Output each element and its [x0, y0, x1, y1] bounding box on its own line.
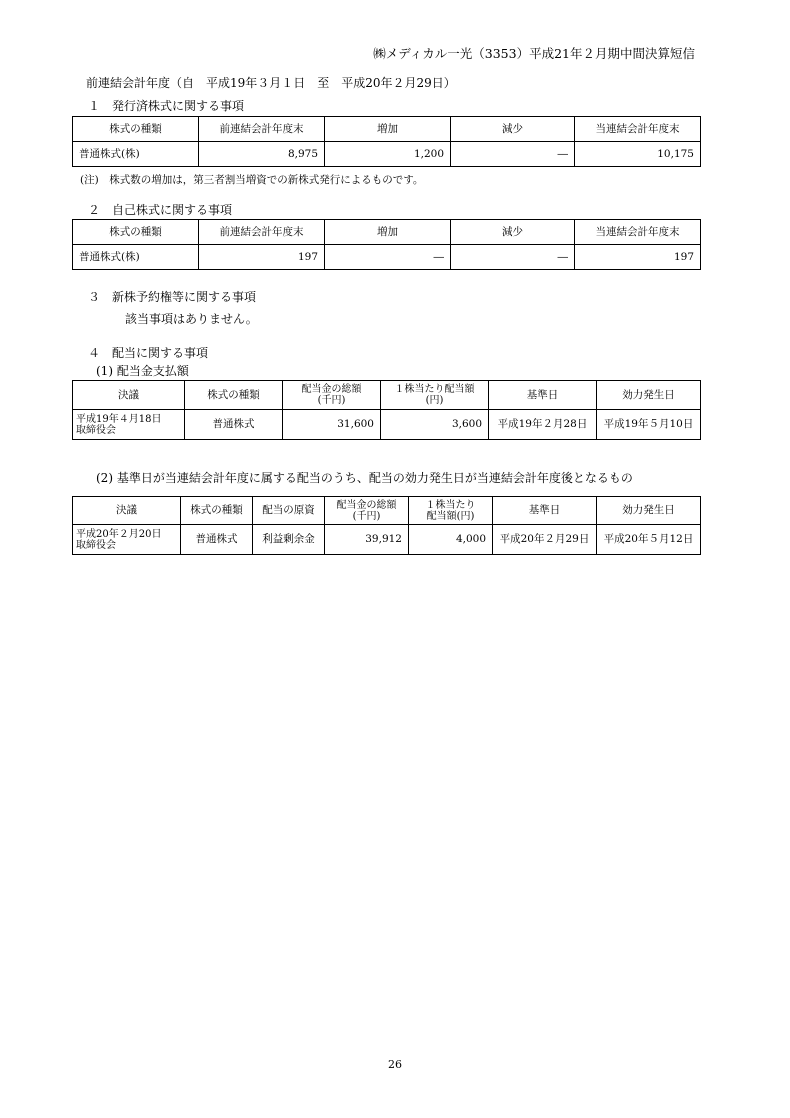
table-cell: 普通株式 [185, 410, 283, 440]
table-cell: 8,975 [199, 142, 325, 167]
table-cell: 平成19年２月28日 [489, 410, 597, 440]
table-cell: 普通株式(株) [73, 142, 199, 167]
section3-body: 該当事項はありません。 [125, 312, 258, 326]
treasury-shares-table [72, 219, 701, 270]
table-header-row [73, 117, 701, 142]
column-header: 決議 [73, 497, 181, 525]
column-header: 増加 [325, 117, 451, 142]
table-row [73, 525, 701, 555]
section1-title: １ 発行済株式に関する事項 [88, 99, 245, 113]
table-cell: 平成19年４月18日 取締役会 [73, 410, 185, 440]
period-heading: 前連結会計年度（自 平成19年３月１日 至 平成20年２月29日） [86, 76, 456, 90]
dividends-paid-table [72, 380, 701, 440]
table-header-row [73, 497, 701, 525]
column-header: 当連結会計年度末 [575, 117, 701, 142]
column-header: 減少 [451, 220, 575, 245]
column-header: １株当たり配当額 (円) [381, 381, 489, 410]
section2-title: ２ 自己株式に関する事項 [88, 203, 233, 217]
table-cell: 普通株式(株) [73, 245, 199, 270]
table-cell: 利益剰余金 [253, 525, 325, 555]
column-header: 株式の種類 [73, 117, 199, 142]
column-header: １株当たり 配当額(円) [409, 497, 493, 525]
column-header: 効力発生日 [597, 381, 701, 410]
section3-title: ３ 新株予約権等に関する事項 [88, 290, 257, 304]
table-cell: 1,200 [325, 142, 451, 167]
table-cell: 平成20年５月12日 [597, 525, 701, 555]
table-header-row [73, 381, 701, 410]
column-header: 基準日 [489, 381, 597, 410]
table-cell: 3,600 [381, 410, 489, 440]
column-header: 前連結会計年度末 [199, 220, 325, 245]
table-header-row [73, 220, 701, 245]
table-cell: 普通株式 [181, 525, 253, 555]
table-cell: 31,600 [283, 410, 381, 440]
table-cell: 197 [575, 245, 701, 270]
column-header: 決議 [73, 381, 185, 410]
section4-sub1-title: (1) 配当金支払額 [96, 364, 189, 378]
section4-title: ４ 配当に関する事項 [88, 346, 209, 360]
table-row [73, 245, 701, 270]
column-header: 株式の種類 [73, 220, 199, 245]
table-cell: 平成20年２月20日 取締役会 [73, 525, 181, 555]
column-header: 当連結会計年度末 [575, 220, 701, 245]
column-header: 効力発生日 [597, 497, 701, 525]
column-header: 株式の種類 [181, 497, 253, 525]
table-cell: ― [325, 245, 451, 270]
table-cell: ― [451, 245, 575, 270]
section1-note: (注) 株式数の増加は，第三者割当増資での新株式発行によるものです。 [80, 174, 424, 186]
table-row [73, 142, 701, 167]
table-cell: 4,000 [409, 525, 493, 555]
column-header: 株式の種類 [185, 381, 283, 410]
table-cell: 平成20年２月29日 [493, 525, 597, 555]
section4-sub2-title: (2) 基準日が当連結会計年度に属する配当のうち、配当の効力発生日が当連結会計年度後となるもの [96, 471, 633, 485]
table-cell: ― [451, 142, 575, 167]
column-header: 増加 [325, 220, 451, 245]
table-cell: 平成19年５月10日 [597, 410, 701, 440]
column-header: 減少 [451, 117, 575, 142]
dividends-after-period-table [72, 496, 701, 555]
page-number: 26 [388, 1058, 402, 1071]
issued-shares-table [72, 116, 701, 167]
document-header: ㈱メディカル一光（3353）平成21年２月期中間決算短信 [373, 46, 695, 61]
column-header: 配当金の総額 (千円) [325, 497, 409, 525]
table-cell: 10,175 [575, 142, 701, 167]
column-header: 基準日 [493, 497, 597, 525]
column-header: 配当金の総額 (千円) [283, 381, 381, 410]
table-row [73, 410, 701, 440]
table-cell: 39,912 [325, 525, 409, 555]
column-header: 配当の原資 [253, 497, 325, 525]
table-cell: 197 [199, 245, 325, 270]
column-header: 前連結会計年度末 [199, 117, 325, 142]
